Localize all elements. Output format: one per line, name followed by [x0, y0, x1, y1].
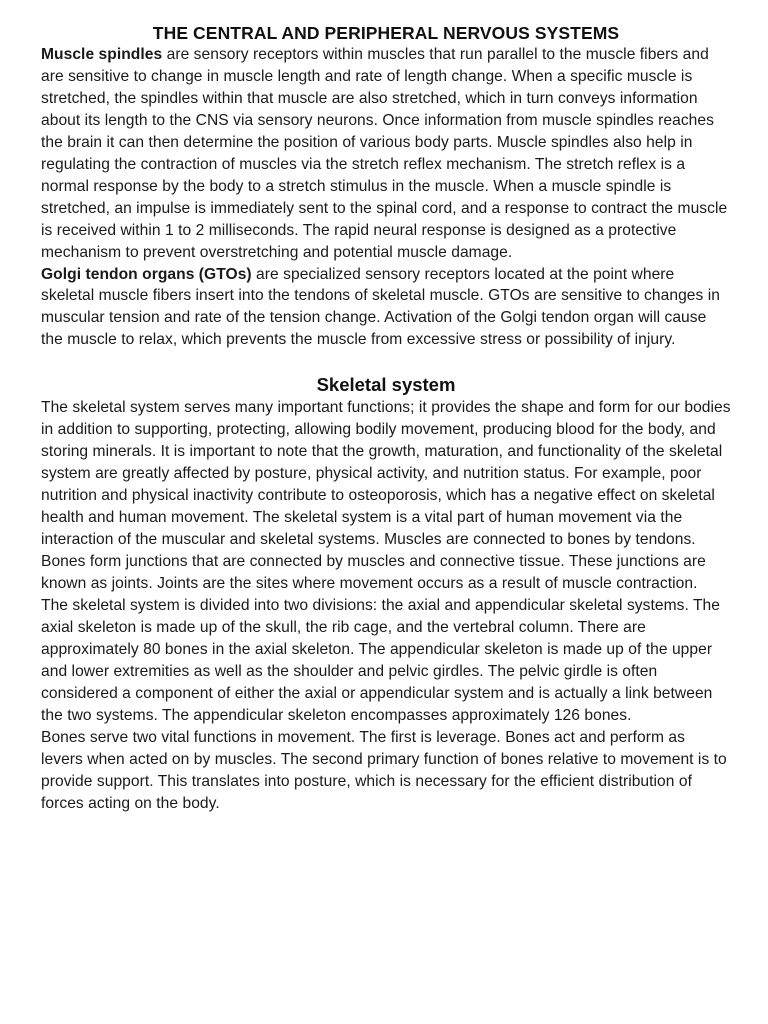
skeletal-system-heading: Skeletal system [316, 374, 456, 396]
muscle-spindles-paragraph [41, 44, 731, 264]
golgi-tendon-term: Golgi tendon organs (GTOs) [41, 265, 252, 283]
skeletal-paragraph: Bones serve two vital functions in movement. The first is leverage. Bones act and perform as levers when acted on by muscles. The second primary function of bones relative to movement is to provide support. This translates into posture, which is necessary for the efficient distribution of forces acting on the body. [41, 728, 727, 812]
document-page [41, 22, 731, 814]
skeletal-heading-wrap [41, 372, 731, 397]
golgi-tendon-text: are specialized sensory receptors located at the point where skeletal muscle fibers insert into the tendons of skeletal muscle. GTOs are sensitive to changes in muscular tension and rate of the tension change. Activation of the Golgi tendon organ will cause the muscle to relax, which prevents the muscle from excessive stress or possibility of injury. [41, 265, 720, 349]
skeletal-paragraph: The skeletal system serves many important functions; it provides the shape and form for our bodies in addition to supporting, protecting, allowing bodily movement, producing blood for the body, and storing minerals. It is important to note that the growth, maturation, and functionality of the skeletal system are greatly affected by posture, physical activity, and nutrition status. For example, poor nutrition and physical inactivity contribute to osteoporosis, which has a negative effect on skeletal health and human movement. The skeletal system is a vital part of human movement via the interaction of the muscular and skeletal systems. Muscles are connected to bones by tendons. Bones form junctions that are connected by muscles and connective tissue. These junctions are known as joints. Joints are the sites where movement occurs as a result of muscle contraction. [41, 399, 731, 592]
muscle-spindles-text: are sensory receptors within muscles that run parallel to the muscle fibers and are sensitive to change in muscle length and rate of length change. When a specific muscle is stretched, the spindles within that muscle are also stretched, which in turn conveys information about its length to the CNS via sensory neurons. Once information from muscle spindles reaches the brain it can then determine the position of various body parts. Muscle spindles also help in regulating the contraction of muscles via the stretch reflex mechanism. The stretch reflex is a normal response by the body to a stretch stimulus in the muscle. When a muscle spindle is stretched, an impulse is immediately sent to the spinal cord, and a response to contract the muscle is received within 1 to 2 milliseconds. The rapid neural response is designed as a protective mechanism to prevent overstretching and potential muscle damage. [41, 46, 728, 261]
section-spacer [41, 351, 731, 372]
muscle-spindles-term: Muscle spindles [41, 46, 163, 63]
golgi-tendon-paragraph [41, 264, 731, 352]
skeletal-paragraph: The skeletal system is divided into two divisions: the axial and appendicular skeletal systems. The axial skeleton is made up of the skull, the rib cage, and the vertebral column. There are approximately 80 bones in the axial skeleton. The appendicular skeleton is made up of the upper and lower extremities as well as the shoulder and pelvic girdles. The pelvic girdle is often considered a component of either the axial or appendicular system and is actually a link between the two systems. The appendicular skeleton encompasses approximately 126 bones. [41, 596, 720, 724]
page-title: THE CENTRAL AND PERIPHERAL NERVOUS SYSTEMS [152, 23, 620, 43]
